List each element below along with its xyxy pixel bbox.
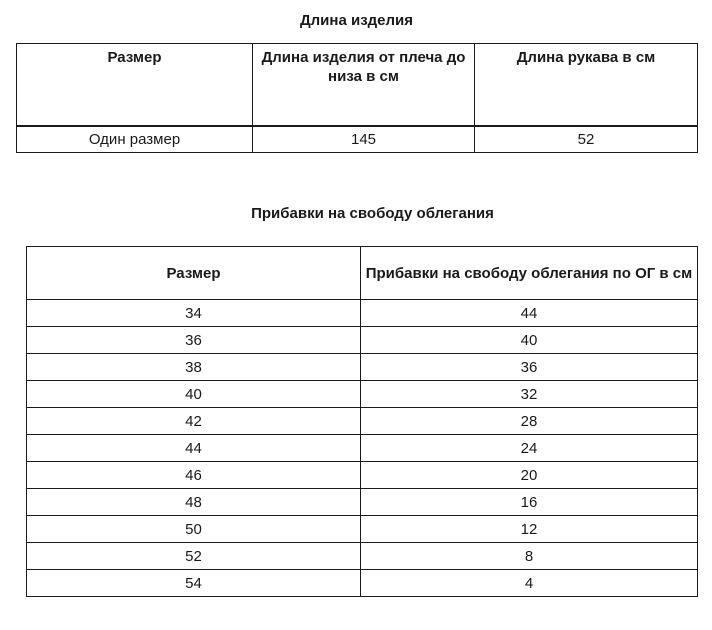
cell-ease-allowance: 4 bbox=[361, 570, 698, 597]
header-length-shoulder-to-hem: Длина изделия от плеча до низа в см bbox=[253, 44, 475, 127]
ease-allowance-table-body bbox=[27, 300, 698, 597]
cell-ease-allowance: 12 bbox=[361, 516, 698, 543]
header-sleeve-length: Длина рукава в см bbox=[475, 44, 698, 127]
cell-ease-allowance: 40 bbox=[361, 327, 698, 354]
ease-allowance-table bbox=[26, 246, 698, 597]
cell-size: 46 bbox=[27, 462, 361, 489]
header-size: Размер bbox=[27, 247, 361, 300]
cell-ease-allowance: 8 bbox=[361, 543, 698, 570]
cell-ease-allowance: 20 bbox=[361, 462, 698, 489]
cell-size: 52 bbox=[27, 543, 361, 570]
table-header-row bbox=[27, 247, 698, 300]
table-row bbox=[27, 516, 698, 543]
ease-allowance-title: Прибавки на свободу облегания bbox=[251, 205, 494, 222]
cell-size: 44 bbox=[27, 435, 361, 462]
table-row bbox=[27, 489, 698, 516]
cell-length: 145 bbox=[253, 126, 475, 153]
header-size: Размер bbox=[17, 44, 253, 127]
cell-ease-allowance: 16 bbox=[361, 489, 698, 516]
cell-size: 48 bbox=[27, 489, 361, 516]
table-row bbox=[27, 462, 698, 489]
garment-length-title: Длина изделия bbox=[299, 12, 414, 29]
cell-size: 42 bbox=[27, 408, 361, 435]
cell-size: 54 bbox=[27, 570, 361, 597]
table-header-row bbox=[17, 44, 698, 127]
cell-ease-allowance: 36 bbox=[361, 354, 698, 381]
table-row bbox=[27, 435, 698, 462]
table-row bbox=[27, 570, 698, 597]
cell-size: 38 bbox=[27, 354, 361, 381]
cell-size: 34 bbox=[27, 300, 361, 327]
table-row bbox=[27, 327, 698, 354]
garment-length-table bbox=[16, 43, 698, 153]
table-row bbox=[27, 543, 698, 570]
table-row bbox=[27, 300, 698, 327]
cell-size: 40 bbox=[27, 381, 361, 408]
cell-sleeve: 52 bbox=[475, 126, 698, 153]
cell-ease-allowance: 44 bbox=[361, 300, 698, 327]
cell-ease-allowance: 28 bbox=[361, 408, 698, 435]
header-ease-allowance: Прибавки на свободу облегания по ОГ в см bbox=[361, 247, 698, 300]
table-row bbox=[17, 126, 698, 153]
table-row bbox=[27, 408, 698, 435]
cell-size: Один размер bbox=[17, 126, 253, 153]
cell-ease-allowance: 32 bbox=[361, 381, 698, 408]
table-row bbox=[27, 354, 698, 381]
table-row bbox=[27, 381, 698, 408]
cell-size: 36 bbox=[27, 327, 361, 354]
cell-ease-allowance: 24 bbox=[361, 435, 698, 462]
cell-size: 50 bbox=[27, 516, 361, 543]
